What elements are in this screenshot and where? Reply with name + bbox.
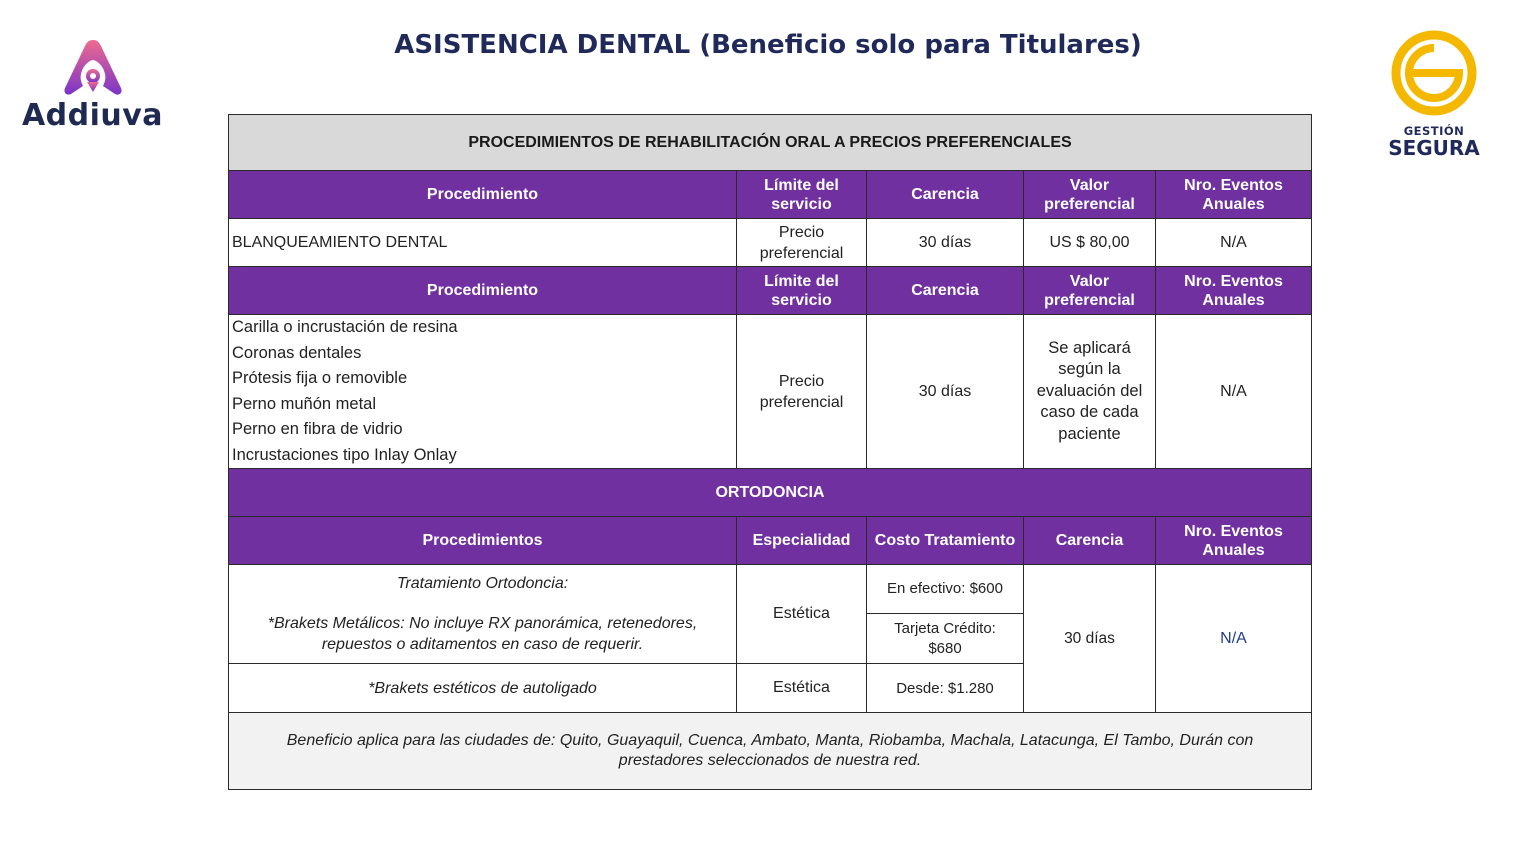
events-cell: N/A [1156, 219, 1312, 267]
ortho-procedure-cell: *Brakets estéticos de autoligado [229, 664, 737, 713]
cost-cell [867, 565, 1024, 664]
table-row [229, 315, 1312, 469]
header-waiting: Carencia [1024, 517, 1156, 565]
header-limit: Límite del servicio [737, 267, 867, 315]
gestion-segura-logo [1385, 28, 1483, 158]
dental-benefits-table [228, 114, 1312, 790]
gestion-segura-logo-icon [1390, 28, 1478, 118]
header-procedure: Procedimiento [229, 171, 737, 219]
ortho-waiting-cell: 30 días [1024, 565, 1156, 713]
cost-card-text: Tarjeta Crédito: $680 [894, 619, 996, 657]
procedure-cell: BLANQUEAMIENTO DENTAL [229, 219, 737, 267]
orthodontics-title: ORTODONCIA [229, 469, 1312, 517]
list-item: Coronas dentales [232, 343, 362, 362]
table-row [229, 219, 1312, 267]
section-title: PROCEDIMIENTOS DE REHABILITACIÓN ORAL A PRECIOS PREFERENCIALES [229, 115, 1312, 171]
value-cell: US $ 80,00 [1024, 219, 1156, 267]
header-waiting: Carencia [867, 171, 1024, 219]
header-events: Nro. Eventos Anuales [1156, 267, 1312, 315]
header-events: Nro. Eventos Anuales [1156, 171, 1312, 219]
list-item: Prótesis fija o removible [232, 369, 408, 387]
header-waiting: Carencia [867, 267, 1024, 315]
cost-card [867, 613, 1023, 663]
list-item: Incrustaciones tipo Inlay Onlay [232, 445, 457, 464]
list-item: Perno muñón metal [232, 394, 376, 413]
waiting-cell: 30 días [867, 315, 1024, 469]
ortho-procedure-title: Tratamiento Ortodoncia: [396, 575, 569, 592]
cost-cell: Desde: $1.280 [867, 664, 1024, 713]
value-cell: Se aplicará según la evaluación del caso de cada paciente [1024, 315, 1156, 469]
waiting-cell: 30 días [867, 219, 1024, 267]
list-item: Carilla o incrustación de resina [232, 318, 458, 336]
addiuva-wordmark: Addiuva [21, 98, 164, 133]
header-specialty: Especialidad [737, 517, 867, 565]
limit-cell: Precio preferencial [737, 219, 867, 267]
gestion-segura-line1: GESTIÓN [1403, 124, 1465, 138]
page-title: ASISTENCIA DENTAL (Beneficio solo para Titulares) [394, 30, 1142, 60]
procedure-list [229, 315, 736, 468]
header-value: Valor preferencial [1024, 267, 1156, 315]
events-cell: N/A [1156, 315, 1312, 469]
header-limit: Límite del servicio [737, 171, 867, 219]
list-item: Perno en fibra de vidrio [232, 420, 403, 438]
ortho-procedure-note: *Brakets Metálicos: No incluye RX panorámica, retenedores, repuestos o aditamentos en caso de requerir. [267, 615, 698, 653]
ortho-events-cell: N/A [1156, 565, 1312, 713]
header-cost: Costo Tratamiento [867, 517, 1024, 565]
footer-note: Beneficio aplica para las ciudades de: Quito, Guayaquil, Cuenca, Ambato, Manta, Riobamba, Machala, Latacunga, El Tambo, Durán con prestadores seleccionados de nuestra red. [229, 713, 1312, 790]
gestion-segura-line2: SEGURA [1388, 136, 1480, 160]
header-value: Valor preferencial [1024, 171, 1156, 219]
limit-cell: Precio preferencial [737, 315, 867, 469]
header-procedures: Procedimientos [229, 517, 737, 565]
cost-cash: En efectivo: $600 [887, 580, 1003, 597]
header-events: Nro. Eventos Anuales [1156, 517, 1312, 565]
specialty-cell: Estética [737, 664, 867, 713]
table-row [229, 565, 1312, 664]
header-procedure: Procedimiento [229, 267, 737, 315]
procedure-list-cell [229, 315, 737, 469]
specialty-cell: Estética [737, 565, 867, 664]
ortho-procedure-cell [229, 565, 737, 664]
